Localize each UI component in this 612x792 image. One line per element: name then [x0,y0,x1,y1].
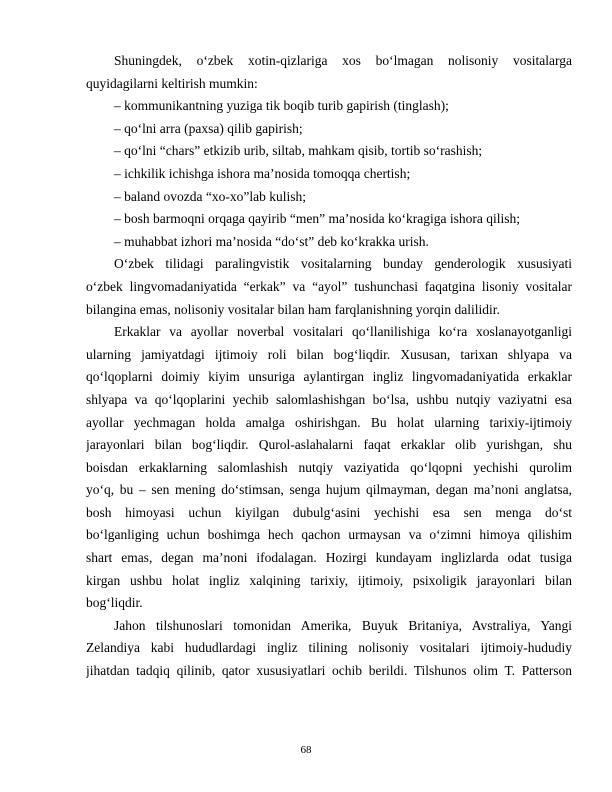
list-item: – baland ovozda “xo-xo”lab kulish; [114,188,306,204]
paragraph-3-line: kirgan ushbu holat ingliz xalqining tarixiy, ijtimoiy, psixoligik jarayonlari bilan [86,572,572,588]
paragraph-3-line: ularning jamiyatdagi ijtimoiy roli bilan bog‘liqdir. Xususan, tarixan shlyapa va [86,346,572,362]
paragraph-1-line-1: Shuningdek, o‘zbek xotin-qizlariga xos bo‘lmagan nolisoniy vositalarga [114,53,572,68]
paragraph-3-line: bog‘liqdir. [86,595,143,611]
paragraph-4-line: jihatdan tadqiq qilinib, qator xususiyatlari ochib berildi. Tilshunos olim T. Patterson [86,663,572,679]
paragraph-3-line: Erkaklar va ayollar noverbal vositalari qo‘llanilishiga ko‘ra xoslanayotganligi [114,324,572,340]
paragraph-4-line: Jahon tilshunoslari tomonidan Amerika, Buyuk Britaniya, Avstraliya, Yangi [114,617,572,633]
paragraph-3-line: shart emas, degan ma’noni ifodalagan. Hozirgi kundayam inglizlarda odat tusiga [86,550,572,566]
paragraph-3-line: yo‘q, bu – sen mening do‘stimsan, senga hujum qilmayman, degan ma’noni anglatsa, [86,482,572,498]
paragraph-3-line: jarayonlari bilan bog‘liqdir. Qurol-aslahalarni faqat erkaklar olib yurishgan, shu [86,437,572,453]
list-item: – qo‘lni arra (paxsa) qilib gapirish; [114,120,303,136]
paragraph-3-line: bosh himoyasi uchun kiyilgan dubulg‘asini yechishi esa sen menga do‘st [86,504,572,520]
paragraph-3-line: bo‘lganliging uchun boshimga hech qachon urmaysan va o‘zimni himoya qilishim [86,527,572,543]
paragraph-3-line: qo‘lqoplarni doimiy kiyim unsuriga aylantirgan ingliz lingvomadaniyatida erkaklar [86,369,572,385]
paragraph-2-line-2: o‘zbek lingvomadaniyatida “erkak” va “ayol” tushunchasi faqatgina lisoniy vositalar [86,278,572,294]
list-item: – bosh barmoqni orqaga qayirib “men” ma’nosida ko‘kragiga ishora qilish; [114,211,521,227]
paragraph-2-line-3: bilangina emas, nolisoniy vositalar bilan ham farqlanishning yorqin dalilidir. [86,301,500,317]
list-item: – muhabbat izhori ma’nosida “do‘st” deb ko‘krakka urish. [114,233,429,249]
page-number: 68 [300,744,312,756]
paragraph-3-line: boisdan erkaklarning salomlashish nutqiy vaziyatida qo‘lqopni yechishi qurolim [86,459,572,475]
list-item: – kommunikantning yuziga tik boqib turib gapirish (tinglash); [114,98,449,114]
list-item: – ichkilik ichishga ishora ma’nosida tomoqqa chertish; [114,165,411,181]
paragraph-3-line: shlyapa va qo‘lqoplarini yechib salomlashishgan bo‘lsa, ushbu nutqiy vaziyatni esa [86,391,572,407]
list-item: – qo‘lni “chars” etkizib urib, siltab, mahkam qisib, tortib so‘rashish; [114,143,483,159]
paragraph-3-line: ayollar yechmagan holda amalga oshirishgan. Bu holat ularning tarixiy-ijtimoiy [86,414,572,430]
paragraph-4-line: Zelandiya kabi hududlardagi ingliz tilining nolisoniy vositalari ijtimoiy-hududiy [86,640,572,656]
paragraph-2-line-1: O‘zbek tilidagi paralingvistik vositalarning bunday genderologik xususiyati [114,256,572,272]
document-page [86,50,572,683]
paragraph-1-line-2: quyidagilarni keltirish mumkin: [86,75,258,91]
